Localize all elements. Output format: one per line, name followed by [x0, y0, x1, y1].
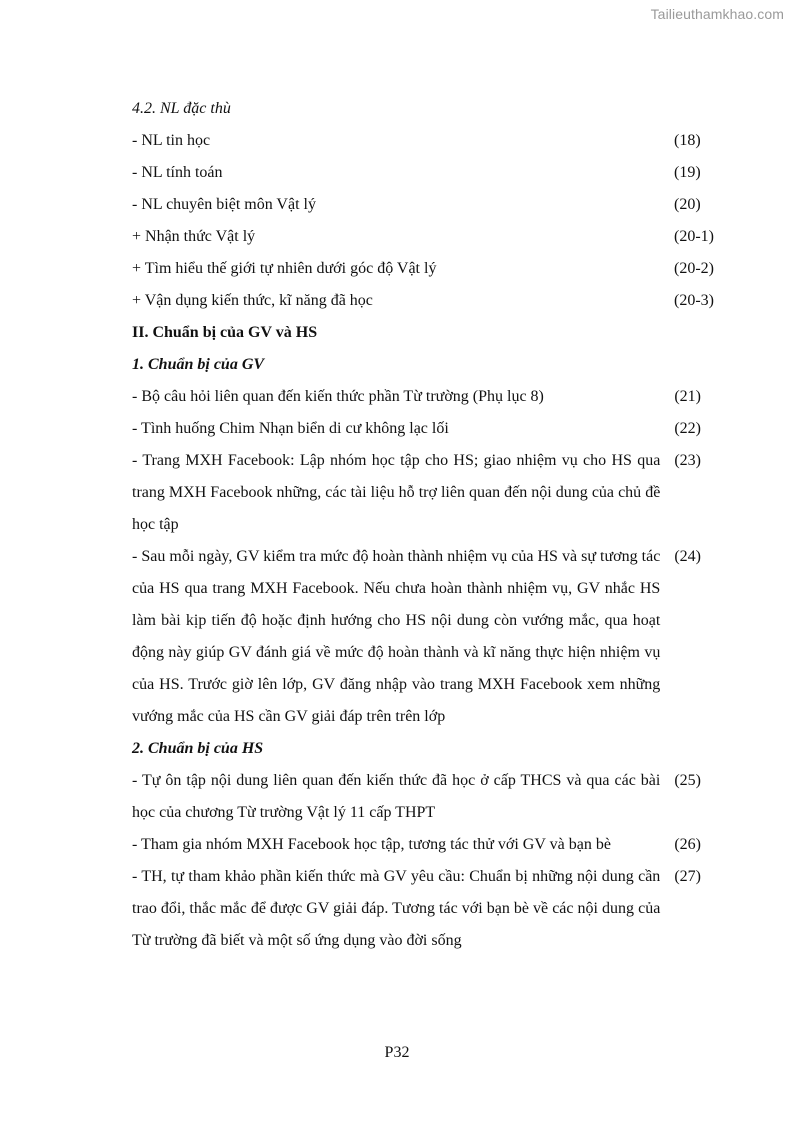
list-item	[132, 189, 718, 221]
list-item	[132, 765, 718, 829]
list-item	[132, 221, 718, 253]
item-text: - Tham gia nhóm MXH Facebook học tập, tương tác thử với GV và bạn bè	[132, 836, 611, 853]
list-item	[132, 285, 718, 317]
list-item	[132, 157, 718, 189]
item-text: - TH, tự tham khảo phần kiến thức mà GV yêu cầu: Chuẩn bị những nội dung cần trao đổi, thắc mắc để được GV giải đáp. Tương tác với bạn bè về các nội dung của Từ trường đã biết và một số ứng dụng vào đời sống	[132, 868, 661, 949]
item-number: (18)	[674, 132, 701, 149]
list-item	[132, 125, 718, 157]
list-item	[132, 541, 718, 733]
item-text: + Nhận thức Vật lý	[132, 228, 256, 245]
list-item	[132, 413, 718, 445]
item-text: - NL tin học	[132, 132, 211, 149]
item-text: - Sau mỗi ngày, GV kiểm tra mức độ hoàn thành nhiệm vụ của HS và sự tương tác của HS qua trang MXH Facebook. Nếu chưa hoàn thành nhiệm vụ, GV nhắc HS làm bài kịp tiến độ hoặc định hướng cho HS nội dung còn vướng mắc, qua hoạt động này giúp GV đánh giá về mức độ hoàn thành và kĩ năng thực hiện nhiệm vụ của HS. Trước giờ lên lớp, GV đăng nhập vào trang MXH Facebook xem những vướng mắc của HS cần GV giải đáp trên trên lớp	[132, 548, 661, 725]
item-text: - Tự ôn tập nội dung liên quan đến kiến thức đã học ở cấp THCS và qua các bài học của chương Từ trường Vật lý 11 cấp THPT	[132, 772, 661, 821]
page-content	[132, 93, 718, 957]
item-number: (25)	[674, 772, 701, 789]
item-number: (27)	[674, 868, 701, 885]
item-number: (22)	[674, 420, 701, 437]
item-text: - NL chuyên biệt môn Vật lý	[132, 196, 316, 213]
page-number: P32	[384, 1044, 410, 1061]
list-item	[132, 381, 718, 413]
list-item	[132, 253, 718, 285]
item-text: + Tìm hiểu thế giới tự nhiên dưới góc độ Vật lý	[132, 260, 437, 277]
item-text: - Bộ câu hỏi liên quan đến kiến thức phần Từ trường (Phụ lục 8)	[132, 388, 544, 405]
list-item	[132, 445, 718, 541]
hs-prep-title: 2. Chuẩn bị của HS	[132, 740, 264, 757]
item-number: (20)	[674, 196, 701, 213]
item-text: - NL tính toán	[132, 164, 223, 181]
item-text: - Tình huống Chim Nhạn biển di cư không lạc lối	[132, 420, 449, 437]
item-text: + Vận dụng kiến thức, kĩ năng đã học	[132, 292, 373, 309]
list-item	[132, 829, 718, 861]
item-number: (20-2)	[674, 260, 714, 277]
section-ii-title: II. Chuẩn bị của GV và HS	[132, 324, 318, 341]
item-number: (20-1)	[674, 228, 714, 245]
section-4-2-title: 4.2. NL đặc thù	[132, 100, 231, 117]
item-text: - Trang MXH Facebook: Lập nhóm học tập cho HS; giao nhiệm vụ cho HS qua trang MXH Facebook những, các tài liệu hỗ trợ liên quan đến nội dung của chủ đề học tập	[132, 452, 661, 533]
item-number: (24)	[674, 548, 701, 565]
item-number: (26)	[674, 836, 701, 853]
item-number: (21)	[674, 388, 701, 405]
item-number: (19)	[674, 164, 701, 181]
item-number: (20-3)	[674, 292, 714, 309]
item-number: (23)	[674, 452, 701, 469]
list-item	[132, 861, 718, 957]
gv-prep-title: 1. Chuẩn bị của GV	[132, 356, 265, 373]
watermark: Tailieuthamkhao.com	[650, 6, 784, 22]
